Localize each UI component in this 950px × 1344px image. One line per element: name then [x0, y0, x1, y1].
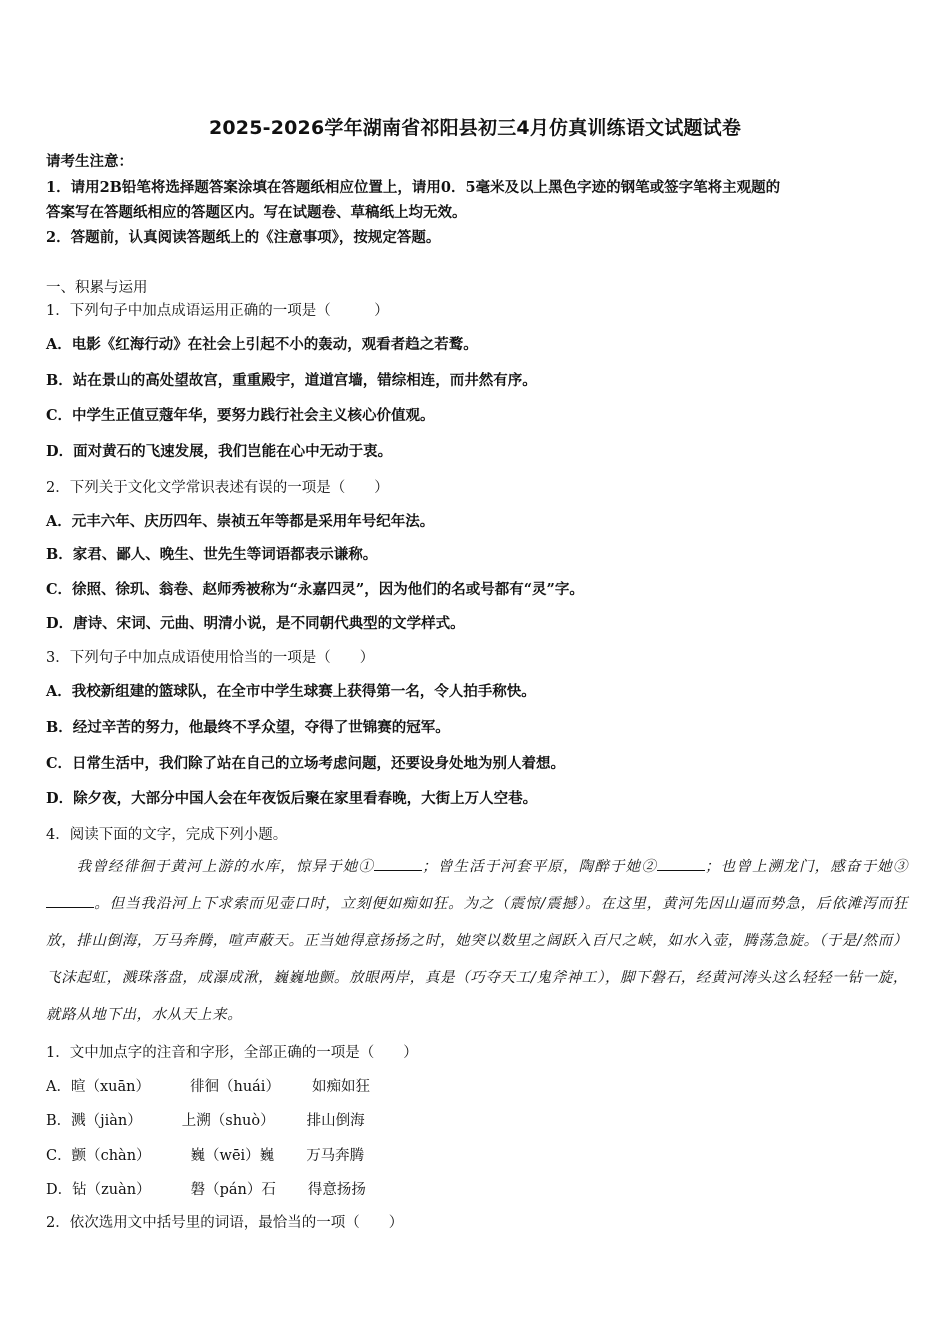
- q2-option-d: D．唐诗、宋词、元曲、明清小说，是不同朝代典型的文学样式。: [46, 615, 465, 632]
- q1-stem: 1．下列句子中加点成语运用正确的一项是（ ）: [46, 303, 389, 319]
- notice-heading: 请考生注意：: [46, 153, 133, 170]
- sub1-c-part-2: 巍（wēi）巍: [190, 1148, 275, 1164]
- q2-stem: 2．下列关于文化文学常识表述有误的一项是（ ）: [46, 480, 389, 496]
- passage-part-4: 。但当我沿河上下求索而见壶口时，立刻便如痴如狂。为之（震惊/震撼）。在这里，黄河先因山逼而势急，后依滩泻而狂放，排山倒海，万马奔腾，喧声蔽天。正当她得意扬扬之时，她突以数里之阔跃入百尺之峡，如水入壶，腾荡急旋。（于是/然而）飞沫起虹，溅珠落盘，成瀑成湫，巍巍地颤。放眼两岸，真是（巧夺天工/鬼斧神工），脚下磐石，经黄河涛头这么轻轻一钻一旋，就路从地下出，水从天上来。: [46, 896, 908, 1023]
- sub1-option-c: [46, 1146, 364, 1166]
- q3-option-c: C．日常生活中，我们除了站在自己的立场考虑问题，还要设身处地为别人着想。: [46, 755, 566, 772]
- sub2-stem: 2．依次选用文中括号里的词语，最恰当的一项（ ）: [46, 1215, 404, 1231]
- q3-option-b: B．经过辛苦的努力，他最终不孚众望，夺得了世锦赛的冠军。: [46, 719, 450, 736]
- q3-option-a: A．我校新组建的篮球队，在全市中学生球赛上获得第一名，令人拍手称快。: [46, 683, 536, 700]
- sub1-option-d: [46, 1180, 366, 1200]
- sub1-a-part-2: 徘徊（huái）: [189, 1079, 280, 1095]
- blank-2: [657, 856, 705, 871]
- sub1-option-a: [46, 1077, 370, 1097]
- passage-part-1: 我曾经徘徊于黄河上游的水库，惊异于她①: [76, 859, 375, 875]
- notice-line-1: 1．请用2B铅笔将选择题答案涂填在答题纸相应位置上，请用0．5毫米及以上黑色字迹的钢笔或签字笔将主观题的: [46, 179, 781, 196]
- sub1-c-part-3: 万马奔腾: [306, 1148, 365, 1164]
- sub1-a-part-1: A．暄（xuān）: [46, 1079, 150, 1095]
- q3-option-d: D．除夕夜，大部分中国人会在年夜饭后聚在家里看春晚，大街上万人空巷。: [46, 790, 538, 807]
- q1-option-d: D．面对黄石的飞速发展，我们岂能在心中无动于衷。: [46, 443, 393, 460]
- q1-option-c: C．中学生正值豆蔻年华，要努力践行社会主义核心价值观。: [46, 407, 435, 424]
- q2-option-c: C．徐照、徐玑、翁卷、赵师秀被称为“永嘉四灵”，因为他们的名或号都有“灵”字。: [46, 581, 584, 598]
- q2-option-b: B．家君、鄙人、晚生、世先生等词语都表示谦称。: [46, 546, 378, 563]
- section-heading: 一、积累与运用: [46, 280, 148, 296]
- sub1-b-part-3: 排山倒海: [306, 1113, 365, 1129]
- passage-part-2: ；曾生活于河套平原，陶醉于她②: [422, 859, 657, 875]
- notice-line-3: 2．答题前，认真阅读答题纸上的《注意事项》，按规定答题。: [46, 229, 441, 246]
- q1-option-a: A．电影《红海行动》在社会上引起不小的轰动，观看者趋之若鹜。: [46, 336, 478, 353]
- q1-option-b: B．站在景山的高处望故宫，重重殿宇，道道宫墙，错综相连，而井然有序。: [46, 372, 537, 389]
- sub1-c-part-1: C．颤（chàn）: [46, 1148, 151, 1164]
- sub1-stem: 1．文中加点字的注音和字形，全部正确的一项是（ ）: [46, 1045, 418, 1061]
- reading-passage: [46, 849, 908, 1034]
- sub1-a-part-3: 如痴如狂: [311, 1079, 370, 1095]
- q3-stem: 3．下列句子中加点成语使用恰当的一项是（ ）: [46, 650, 375, 666]
- sub1-option-b: [46, 1111, 365, 1131]
- q4-stem: 4．阅读下面的文字，完成下列小题。: [46, 827, 288, 843]
- page-title: 2025-2026学年湖南省祁阳县初三4月仿真训练语文试题试卷: [208, 117, 742, 139]
- sub1-b-part-2: 上溯（shuò）: [181, 1113, 275, 1129]
- sub1-d-part-2: 磐（pán）石: [190, 1182, 276, 1198]
- notice-line-2: 答案写在答题纸相应的答题区内。写在试题卷、草稿纸上均无效。: [46, 204, 467, 221]
- blank-3: [46, 893, 94, 908]
- sub1-d-part-1: D．钻（zuàn）: [46, 1182, 151, 1198]
- sub1-b-part-1: B．溅（jiàn）: [46, 1113, 142, 1129]
- passage-part-3: ；也曾上溯龙门，感奋于她③: [704, 859, 908, 875]
- sub1-d-part-3: 得意扬扬: [307, 1182, 366, 1198]
- q2-option-a: A．元丰六年、庆历四年、崇祯五年等都是采用年号纪年法。: [46, 513, 435, 530]
- blank-1: [374, 856, 422, 871]
